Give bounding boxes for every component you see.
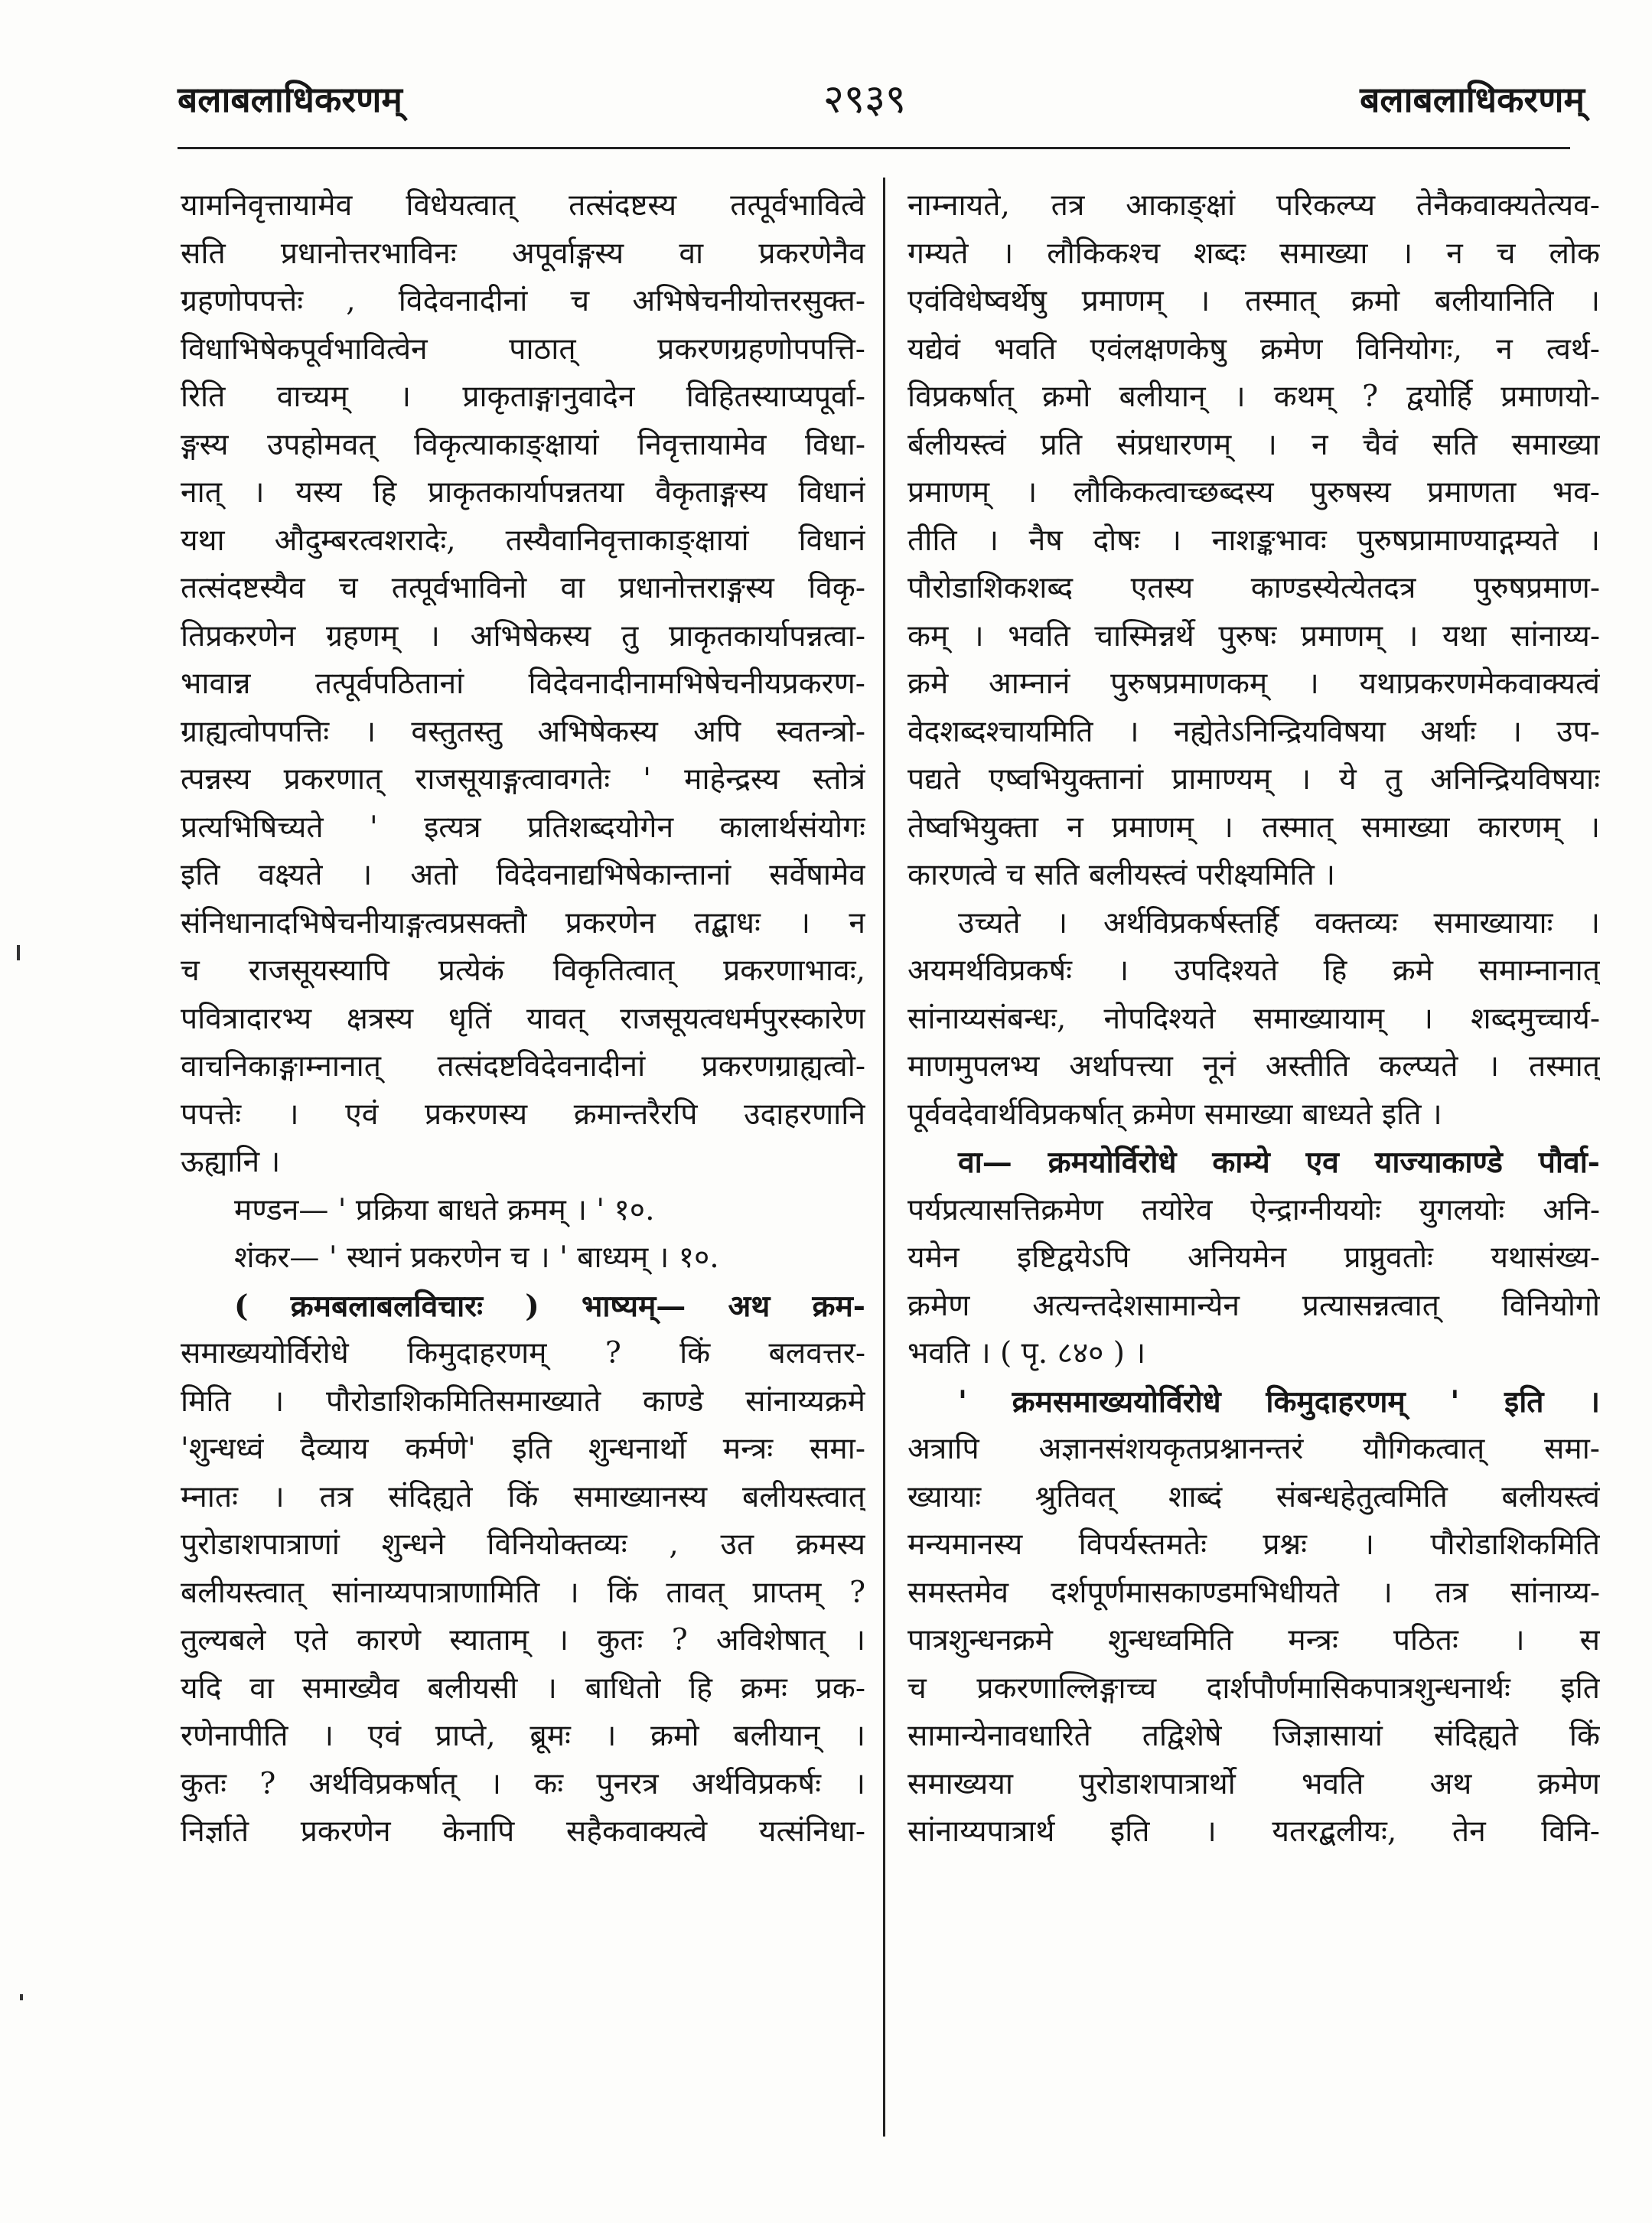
text-line: यथा औदुम्बरत्वशरादेः, तस्यैवानिवृत्ताकाङ्क्षायां विधानं [181, 523, 865, 558]
text-line: बलीयस्त्वात् सांनाय्यपात्राणामिति । किं तावत् प्राप्तम् ? [181, 1575, 865, 1610]
text-line: तत्संदष्टस्यैव च तत्पूर्वभाविनो वा प्रधानोत्तराङ्गस्य विकृ- [181, 571, 865, 605]
running-header-right: बलाबलाधिकरणम् [1360, 79, 1585, 120]
text-line: उच्यते । अर्थविप्रकर्षस्तर्हि वक्तव्यः समाख्यायाः । [958, 905, 1600, 940]
text-line: नात् । यस्य हि प्राकृतकार्यापन्नतया वैकृताङ्गस्य विधानं [181, 475, 865, 510]
text-line: कारणत्वे च सति बलीयस्त्वं परीक्ष्यमिति । [907, 858, 1336, 892]
text-line: म्नातः । तत्र संदिह्यते किं समाख्यानस्य बलीयस्त्वात् [181, 1479, 865, 1514]
text-line: पौरोडाशिकशब्द एतस्य काण्डस्येत्येतदत्र पुरुषप्रमाण- [907, 571, 1600, 605]
text-line: ख्यायाः श्रुतिवत् शाब्दं संबन्धहेतुत्वमिति बलीयस्त्वं [907, 1479, 1600, 1514]
text-line: संनिधानादभिषेचनीयाङ्गत्वप्रसक्तौ प्रकरणेन तद्बाधः । न [181, 905, 865, 940]
text-line: विप्रकर्षात् क्रमो बलीयान् । कथम् ? द्वयोर्हि प्रमाणयो- [907, 380, 1600, 414]
text-line: ऊह्यानि । [181, 1145, 281, 1179]
text-line: पर्यप्रत्यासत्तिक्रमेण तयोरेव ऐन्द्राग्नीययोः युगलयोः अनि- [907, 1192, 1600, 1227]
text-line: नाम्नायते, तत्र आकाङ्क्षां परिकल्प्य तेनैकवाक्यतेत्यव- [907, 188, 1600, 223]
text-line: पद्यते एष्वभियुक्तानां प्रामाण्यम् । ये तु अनिन्द्रियविषयाः [907, 762, 1600, 797]
section-heading: वा— क्रमयोर्विरोधे काम्ये एव याज्याकाण्डे पौर्वा- [958, 1145, 1600, 1180]
text-line: पवित्रादारभ्य क्षत्रस्य धृतिं यावत् राजसूयत्वधर्मपुरस्कारेण [181, 1001, 865, 1036]
text-line: प्रमाणम् । लौकिकत्वाच्छब्दस्य पुरुषस्य प्रमाणता भव- [907, 475, 1600, 510]
text-line: यदि वा समाख्यैव बलीयसी । बाधितो हि क्रमः प्रक- [181, 1671, 865, 1706]
text-line: पात्रशुन्धनक्रमे शुन्धध्वमिति मन्त्रः पठितः । स [907, 1623, 1600, 1657]
text-line: क्रमे आम्नानं पुरुषप्रमाणकम् । यथाप्रकरणमेकवाक्यत्वं [907, 667, 1600, 701]
text-line: ग्राह्यत्वोपपत्तिः । वस्तुतस्तु अभिषेकस्य अपि स्वतन्त्रो- [181, 714, 865, 749]
right-column [907, 182, 1600, 1856]
text-line: विधाभिषेकपूर्वभावित्वेन पाठात् प्रकरणग्रहणोपपत्ति- [181, 331, 865, 367]
text-line: निर्ज्ञाते प्रकरणेन केनापि सहैकवाक्यत्वे यत्संनिधा- [181, 1814, 865, 1849]
text-line: च प्रकरणाल्लिङ्गाच्च दार्शपौर्णमासिकपात्रशुन्धनार्थः इति [907, 1671, 1600, 1706]
header-rule [178, 147, 1570, 149]
text-line: एवंविधेष्वर्थेषु प्रमाणम् । तस्मात् क्रमो बलीयानिति । [907, 284, 1600, 318]
text-line: सति प्रधानोत्तरभाविनः अपूर्वाङ्गस्य वा प्रकरणेनैव [181, 236, 865, 271]
text-line: मन्यमानस्य विपर्यस्तमतेः प्रश्नः । पौरोडाशिकमिति [907, 1527, 1600, 1562]
text-line: रणेनापीति । एवं प्राप्ते, ब्रूमः । क्रमो बलीयान् । [181, 1719, 865, 1753]
text-line: माणमुपलभ्य अर्थापत्त्या नूनं अस्तीति कल्प्यते । तस्मात् [907, 1049, 1600, 1084]
scan-mark [17, 945, 20, 960]
running-header-left: बलाबलाधिकरणम् [178, 79, 402, 120]
text-line: समाख्यया पुरोडाशपात्रार्थो भवति अथ क्रमेण [907, 1766, 1600, 1801]
text-line: कम् । भवति चास्मिन्नर्थे पुरुषः प्रमाणम् । यथा सांनाय्य- [907, 618, 1600, 654]
text-line: कुतः ? अर्थविप्रकर्षात् । कः पुनरत्र अर्थविप्रकर्षः । [181, 1766, 865, 1801]
text-line: रिति वाच्यम् । प्राकृताङ्गानुवादेन विहितस्याप्यपूर्वा- [181, 380, 865, 414]
text-line: 'शुन्धध्वं दैव्याय कर्मणे' इति शुन्धनार्थो मन्त्रः समा- [181, 1432, 865, 1466]
text-line: समस्तमेव दर्शपूर्णमासकाण्डमभिधीयते । तत्र सांनाय्य- [907, 1575, 1600, 1610]
text-line: ङ्गस्य उपहोमवत् विकृत्याकाङ्क्षायां निवृत्तायामेव विधा- [181, 427, 865, 462]
text-line: भवति । ( पृ. ८४० ) । [907, 1336, 1146, 1371]
text-line: गम्यते । लौकिकश्च शब्दः समाख्या । न च लोक [907, 236, 1600, 271]
text-line: तेष्वभियुक्ता न प्रमाणम् । तस्मात् समाख्या कारणम् । [907, 810, 1600, 845]
text-line: भावान्न तत्पूर्वपठितानां विदेवनादीनामभिषेचनीयप्रकरण- [181, 667, 865, 701]
scan-mark [20, 1994, 23, 2000]
page-number: २९३९ [823, 77, 907, 122]
text-line: सांनाय्यसंबन्धः, नोपदिश्यते समाख्यायाम् । शब्दमुच्चार्य- [907, 1001, 1600, 1036]
left-column [181, 182, 865, 1856]
text-line: सांनाय्यपात्रार्थ इति । यतरद्बलीयः, तेन विनि- [907, 1814, 1600, 1849]
text-line: यमेन इष्टिद्वयेऽपि अनियमेन प्राप्नुवतोः यथासंख्य- [907, 1240, 1600, 1275]
text-line: यद्येवं भवति एवंलक्षणकेषु क्रमेण विनियोगः, न त्वर्थ- [907, 331, 1600, 367]
text-line: पपत्तेः । एवं प्रकरणस्य क्रमान्तरैरपि उदाहरणानि [181, 1097, 865, 1132]
text-line: पूर्ववदेवार्थविप्रकर्षात् क्रमेण समाख्या बाध्यते इति । [907, 1097, 1442, 1132]
text-line: अत्रापि अज्ञानसंशयकृतप्रश्नानन्तरं यौगिकत्वात् समा- [907, 1432, 1600, 1466]
text-line: तुल्यबले एते कारणे स्याताम् । कुतः ? अविशेषात् । [181, 1623, 865, 1657]
text-line: सामान्येनावधारिते तद्विशेषे जिज्ञासायां संदिह्यते किं [907, 1719, 1600, 1753]
text-line: वेदशब्दश्चायमिति । नह्येतेऽनिन्द्रियविषया अर्थाः । उप- [907, 714, 1600, 749]
text-line: इति वक्ष्यते । अतो विदेवनाद्यभिषेकान्तानां सर्वेषामेव [181, 858, 865, 892]
text-line: तिप्रकरणेन ग्रहणम् । अभिषेकस्य तु प्राकृतकार्यापन्नत्वा- [181, 618, 865, 654]
text-line: समाख्ययोर्विरोधे किमुदाहरणम् ? किं बलवत्तर- [181, 1336, 865, 1371]
text-line: च राजसूयस्यापि प्रत्येकं विकृतित्वात् प्रकरणाभावः, [181, 953, 865, 988]
text-line: क्रमेण अत्यन्तदेशसामान्येन प्रत्यासन्नत्वात् विनियोगो [907, 1288, 1600, 1323]
text-line: अयमर्थविप्रकर्षः । उपदिश्यते हि क्रमे समाम्नानात् [907, 953, 1600, 988]
section-heading: ( क्रमबलाबलविचारः ) भाष्यम्— अथ क्रम- [234, 1288, 865, 1324]
column-divider [883, 178, 885, 2137]
text-line: तीति । नैष दोषः । नाशङ्कभावः पुरुषप्रामाण्याद्गम्यते । [907, 523, 1600, 558]
text-line: प्रत्यभिषिच्यते ' इत्यत्र प्रतिशब्दयोगेन कालार्थसंयोगः [181, 810, 865, 845]
text-line: त्पन्नस्य प्रकरणात् राजसूयाङ्गत्वावगतेः ' माहेन्द्रस्य स्तोत्रं [181, 762, 865, 797]
text-line: र्बलीयस्त्वं प्रति संप्रधारणम् । न चैवं सति समाख्या [907, 427, 1600, 462]
citation-line: शंकर— ' स्थानं प्रकरणेन च । ' बाध्यम् । १०. [234, 1240, 719, 1275]
section-heading: ' क्रमसमाख्ययोर्विरोधे किमुदाहरणम् ' इति । [958, 1384, 1600, 1420]
text-line: ग्रहणोपपत्तेः , विदेवनादीनां च अभिषेचनीयोत्तरसुक्त- [181, 284, 865, 318]
text-line: मिति । पौरोडाशिकमितिसमाख्याते काण्डे सांनाय्यक्रमे [181, 1384, 865, 1419]
text-line: पुरोडाशपात्राणां शुन्धने विनियोक्तव्यः , उत क्रमस्य [181, 1527, 865, 1562]
text-line: वाचनिकाङ्गाम्नानात् तत्संदष्टविदेवनादीनां प्रकरणग्राह्यत्वो- [181, 1049, 865, 1084]
text-line: यामनिवृत्तायामेव विधेयत्वात् तत्संदष्टस्य तत्पूर्वभावित्वे [181, 188, 865, 223]
citation-line: मण्डन— ' प्रक्रिया बाधते क्रमम् । ' १०. [234, 1192, 655, 1227]
